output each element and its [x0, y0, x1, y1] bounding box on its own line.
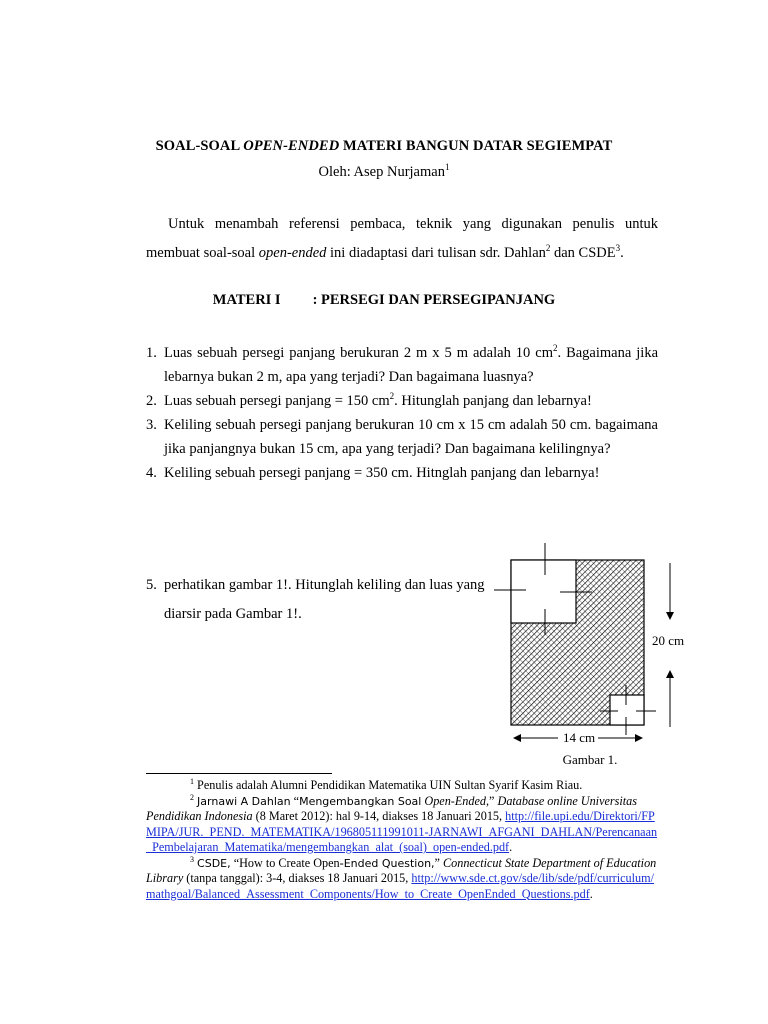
- footnote-title-sans: Ended Question,: [343, 856, 435, 870]
- problem-item: [146, 413, 658, 461]
- footnote-ref-2[interactable]: 2: [545, 243, 551, 254]
- intro-text-3: dan CSDE: [550, 245, 616, 261]
- author-footnote-ref[interactable]: 1: [444, 162, 450, 173]
- footnote-2: [146, 794, 661, 856]
- problem-number: 1.: [146, 345, 157, 361]
- intro-text-4: .: [620, 245, 624, 261]
- problem-item: [146, 389, 658, 413]
- footnote-author: CSDE,: [197, 856, 231, 870]
- footnote-1: [146, 778, 661, 794]
- footnote-title: Mengembangkan Soal: [299, 794, 422, 808]
- footnote-quote-close: ”: [434, 855, 440, 870]
- problem-text-cont: . Hitunglah panjang dan lebarnya!: [394, 393, 592, 409]
- section-title: : PERSEGI DAN PERSEGIPANJANG: [312, 292, 556, 308]
- footnote-author: Jarnawi A Dahlan: [197, 794, 291, 808]
- footnote-end: .: [509, 840, 513, 854]
- problem-number: 5.: [146, 577, 157, 593]
- problem-5: [146, 571, 486, 629]
- footnote-date: (tanpa tanggal): 3-4, diakses 18 Januari 2015,: [183, 871, 409, 885]
- problem-text: Luas sebuah persegi panjang berukuran 2 m x 5 m adalah 10 cm: [164, 345, 553, 361]
- problem-item: [146, 461, 658, 485]
- section-label: MATERI I: [212, 292, 281, 308]
- footnote-number: 1: [190, 776, 194, 786]
- footnote-source: Connecticut State Department of Education Library: [146, 855, 657, 885]
- problem-number: 4.: [146, 465, 157, 481]
- document-title: [0, 138, 768, 155]
- footnote-text: Penulis adalah Alumni Pendidikan Matematika UIN Sultan Syarif Kasim Riau.: [194, 778, 583, 792]
- footnote-source: Database online Universitas Pendidikan Indonesia: [146, 793, 637, 823]
- problem-number: 2.: [146, 393, 157, 409]
- problem-list: [146, 341, 658, 485]
- footnote-link[interactable]: http://www.sde.ct.gov/sde/lib/sde/pdf/curriculum/mathgoal/Balanced_Assessment_Components/How_to_Create_OpenEnded_Questions.pdf: [146, 871, 654, 901]
- height-label: 20 cm: [652, 633, 685, 648]
- problem-text: Keliling sebuah persegi panjang = 350 cm. Hitnglah panjang dan lebarnya!: [164, 465, 600, 481]
- footnote-title-italic: Open-Ended,: [421, 793, 490, 808]
- problem-text: Keliling sebuah persegi panjang berukuran 10 cm x 15 cm adalah 50 cm. bagaimana jika panjangnya bukan 15 cm, apa yang terjadi? Dan bagaimana kelilingnya?: [164, 417, 658, 457]
- footnote-number: 3: [190, 854, 194, 864]
- footnote-quote-close: ”: [489, 793, 495, 808]
- footnote-ref-3[interactable]: 3: [615, 243, 621, 254]
- author-text: Oleh: Asep Nurjaman: [318, 164, 445, 180]
- footnote-date: (8 Maret 2012): hal 9-14, diakses 18 Januari 2015,: [252, 809, 503, 823]
- footnotes: [146, 778, 661, 902]
- author-line: [0, 164, 768, 181]
- title-part-3: MATERI BANGUN DATAR SEGIEMPAT: [339, 138, 613, 154]
- footnote-link[interactable]: http://file.upi.edu/Direktori/FPMIPA/JUR._PEND._MATEMATIKA/196805111991011-JARNAWI_AFGANI_DAHLAN/Perencanaan_Pembelajaran_Matematika/mengembangkan_alat_(soal)_open-ended.pdf: [146, 809, 658, 854]
- footnote-separator: [146, 773, 332, 774]
- footnote-title: “How to Create Open-: [230, 855, 344, 870]
- figure-caption: Gambar 1.: [562, 752, 618, 767]
- problem-item: [146, 341, 658, 389]
- width-label: 14 cm: [563, 730, 596, 745]
- problem-text: perhatikan gambar 1!. Hitunglah keliling dan luas yang diarsir pada Gambar 1!.: [164, 577, 485, 622]
- footnote-quote-open: “: [290, 793, 300, 808]
- problem-superscript: 2: [552, 343, 558, 354]
- intro-italic: open-ended: [258, 245, 327, 261]
- intro-text-1: Untuk menambah referensi pembaca, teknik yang digunakan penulis untuk membuat soal-soal: [146, 216, 658, 261]
- intro-paragraph: [146, 210, 658, 268]
- problem-text: Luas sebuah persegi panjang = 150 cm: [164, 393, 390, 409]
- footnote-end: .: [589, 886, 593, 901]
- title-open-ended: OPEN-ENDED: [243, 138, 340, 154]
- problem-text-cont: . Bagaimana jika lebarnya bukan 2 m, apa yang terjadi? Dan bagaimana luasnya?: [164, 345, 659, 385]
- figure-1-diagram: [480, 535, 690, 750]
- footnote-3: [146, 856, 661, 903]
- section-heading: [0, 292, 768, 309]
- problem-superscript: 2: [389, 391, 395, 402]
- cutout-square-small: [610, 695, 644, 725]
- title-part-1: SOAL-SOAL: [155, 138, 244, 154]
- problem-number: 3.: [146, 417, 157, 433]
- footnote-number: 2: [190, 792, 194, 802]
- intro-text-2: ini diadaptasi dari tulisan sdr. Dahlan: [326, 245, 546, 261]
